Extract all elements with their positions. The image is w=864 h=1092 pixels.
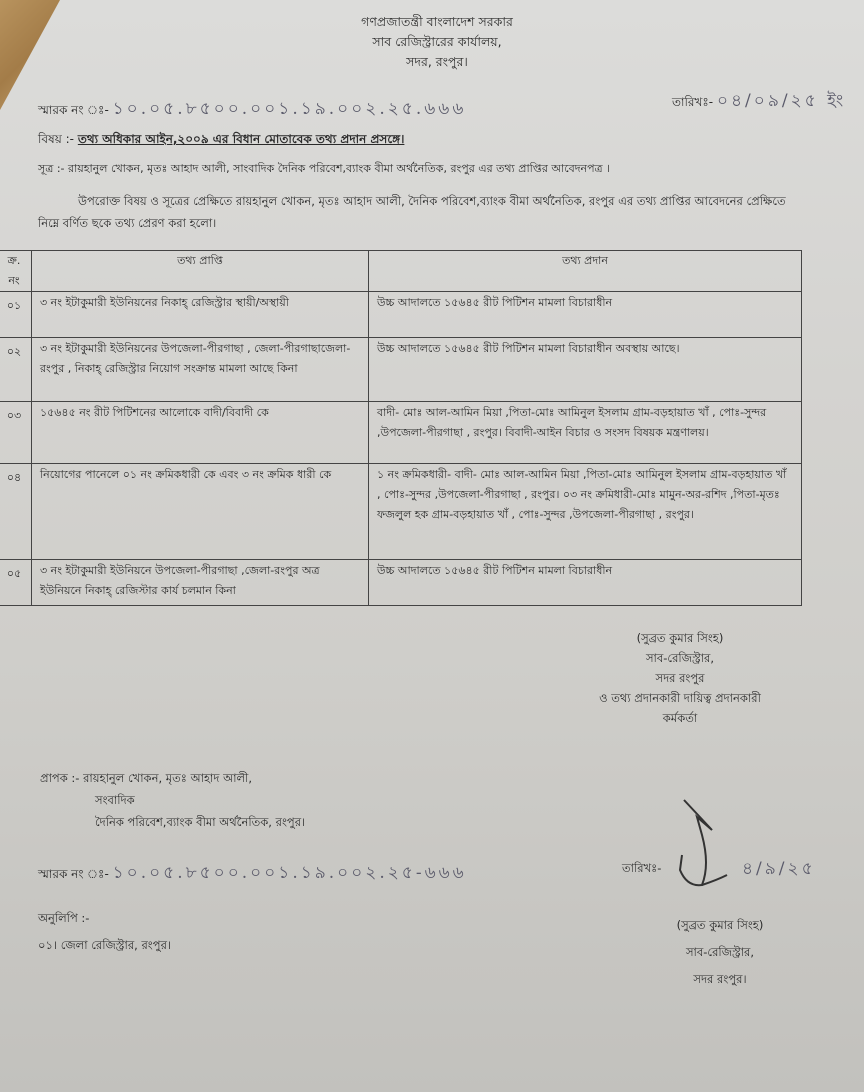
office-location: সদর, রংপুর। (406, 54, 468, 69)
row-response: উচ্চ আদালতে ১৫৬৪৫ রীট পিটিশন মামলা বিচারাধীন (369, 560, 802, 606)
date-value: ০৪/০৯/২৫ ইং (716, 91, 847, 111)
table-row (0, 560, 802, 606)
recipient-block (40, 767, 305, 833)
row-response: বাদী- মোঃ আল-আমিন মিয়া ,পিতা-মোঃ আমিনুল ইসলাম গ্রাম-বড়হায়াত খাঁ , পোঃ-সুন্দর ,উপজেলা-পীরগাছা , রংপুর। বিবাদী-আইন বিচার ও সংসদ বিষয়ক মন্ত্রণালয়। (369, 402, 802, 464)
subject-label: বিষয় :- (38, 132, 74, 146)
memo-number-line (38, 96, 466, 124)
row-request: ৩ নং ইটাকুমারী ইউনিয়নের উপজেলা-পীরগাছা , জেলা-পীরগাছাজেলা-রংপুর , নিকাহ্ রেজিস্ট্রার নিয়োগ সংক্রান্ত মামলা আছে কিনা (32, 338, 369, 402)
date-line (672, 88, 846, 116)
table-row (0, 402, 802, 464)
govt-name: গণপ্রজাতন্ত্রী বাংলাদেশ সরকার (361, 14, 513, 29)
row-request: নিয়োগের পানেলে ০১ নং ক্রমিকধারী কে এবং ৩ নং ক্রমিক ধারী কে (32, 464, 369, 560)
copy-item: ০১। জেলা রেজিস্ট্রার, রংপুর। (38, 938, 172, 952)
row-serial: ০১ (0, 292, 32, 338)
row-serial: ০৩ (0, 402, 32, 464)
memo-number: ১০.০৫.৮৫০০.০০১.১৯.০০২.২৫.৬৬৬ (112, 99, 467, 119)
memo-number-line-2 (38, 860, 467, 888)
header-response: তথ্য প্রদান (369, 251, 802, 292)
row-serial: ০৫ (0, 560, 32, 606)
copy-block (38, 905, 171, 959)
signatory-role: ও তথ্য প্রদানকারী দায়িত্ব প্রদানকারী (599, 691, 761, 705)
memo-label: স্মারক নং ঃ- (38, 103, 109, 117)
memo-label: স্মারক নং ঃ- (38, 867, 109, 881)
signatory-role-2: কর্মকর্তা (662, 711, 698, 725)
memo-number: ১০.০৫.৮৫০০.০০১.১৯.০০২.২৫-৬৬৬ (112, 863, 467, 883)
signatory-name: (সুব্রত কুমার সিংহ) (636, 631, 724, 645)
signatory-office: সদর রংপুর (655, 671, 705, 685)
table-row (0, 464, 802, 560)
information-table (0, 250, 802, 606)
row-serial: ০৪ (0, 464, 32, 560)
row-serial: ০২ (0, 338, 32, 402)
row-response: উচ্চ আদালতে ১৫৬৪৫ রীট পিটিশন মামলা বিচারাধীন অবস্থায় আছে। (369, 338, 802, 402)
header-request: তথ্য প্রাপ্তি (32, 251, 369, 292)
reference-text: রায়হানুল খোকন, মৃতঃ আহাদ আলী, সাংবাদিক দৈনিক পরিবেশ,ব্যাংক বীমা অর্থনৈতিক, রংপুর এর তথ্য প্রাপ্তির আবেদনপত্র । (68, 162, 611, 175)
signatory-name: (সুব্রত কুমার সিংহ) (676, 918, 764, 932)
row-request: ১৫৬৪৫ নং রীট পিটিশনের আলোকে বাদী/বিবাদী কে (32, 402, 369, 464)
row-request: ৩ নং ইটাকুমারী ইউনিয়নে উপজেলা-পীরগাছা ,জেলা-রংপুর অত্র ইউনিয়নে নিকাহ্ রেজিস্টার কার্য চলমান কিনা (32, 560, 369, 606)
date-label: তারিখঃ- (672, 95, 714, 109)
signatory-title: সাব-রেজিস্ট্রার, (645, 651, 715, 665)
table-header-row (0, 251, 802, 292)
recipient-label: প্রাপক :- (40, 771, 80, 785)
row-request: ৩ নং ইটাকুমারী ইউনিয়নের নিকাহ্ রেজিস্ট্রার স্থায়ী/অস্থায়ী (32, 292, 369, 338)
row-response: ১ নং ক্রমিকধারী- বাদী- মোঃ আল-আমিন মিয়া ,পিতা-মোঃ আমিনুল ইসলাম গ্রাম-বড়হায়াত খাঁ , পোঃ-সুন্দর ,উপজেলা-পীরগাছা , রংপুর। ০৩ নং ক্রমিধারী-মোঃ মামুন-অর-রশিদ ,পিতা-মৃতঃ ফজলুল হক গ্রাম-বড়হায়াত খাঁ , পোঃ-সুন্দর ,উপজেলা-পীরগাছা , রংপুর। (369, 464, 802, 560)
letterhead (0, 12, 864, 72)
signatory-title: সাব-রেজিস্ট্রার, (685, 945, 755, 959)
signatory-block-1 (560, 628, 800, 728)
recipient-organization: দৈনিক পরিবেশ,ব্যাংক বীমা অর্থনৈতিক, রংপুর। (95, 815, 306, 829)
body-paragraph: উপরোক্ত বিষয় ও সূত্রের প্রেক্ষিতে রায়হানুল খোকন, মৃতঃ আহাদ আলী, দৈনিক পরিবেশ,ব্যাংক বীমা অর্থনৈতিক, রংপুর এর তথ্য প্রাপ্তির আবেদনের প্রেক্ষিতে নিম্নে বর্ণিত ছকে তথ্য প্রেরণ করা হলো। (38, 194, 786, 230)
header-serial: ক্র. নং (0, 251, 32, 292)
reference-label: সূত্র :- (38, 162, 65, 175)
reference-line (38, 160, 610, 179)
table-row (0, 292, 802, 338)
subject-line (38, 131, 404, 151)
copy-label: অনুলিপি :- (38, 911, 90, 925)
signature-icon (672, 795, 742, 895)
subject-text: তথ্য অধিকার আইন,২০০৯ এর বিধান মোতাবেক তথ্য প্রদান প্রসঙ্গে। (77, 132, 405, 146)
office-name: সাব রেজিস্ট্রারের কার্যালয়, (372, 34, 502, 49)
recipient-designation: সংবাদিক (95, 793, 135, 807)
date-value: ৪/৯/২৫ (742, 859, 816, 879)
date-label: তারিখঃ- (622, 861, 662, 875)
table-row (0, 338, 802, 402)
row-response: উচ্চ আদালতে ১৫৬৪৫ রীট পিটিশন মামলা বিচারাধীন (369, 292, 802, 338)
signatory-office: সদর রংপুর। (693, 972, 747, 986)
recipient-name: রায়হানুল খোকন, মৃতঃ আহাদ আলী, (83, 771, 253, 785)
signatory-block-2 (610, 850, 830, 993)
